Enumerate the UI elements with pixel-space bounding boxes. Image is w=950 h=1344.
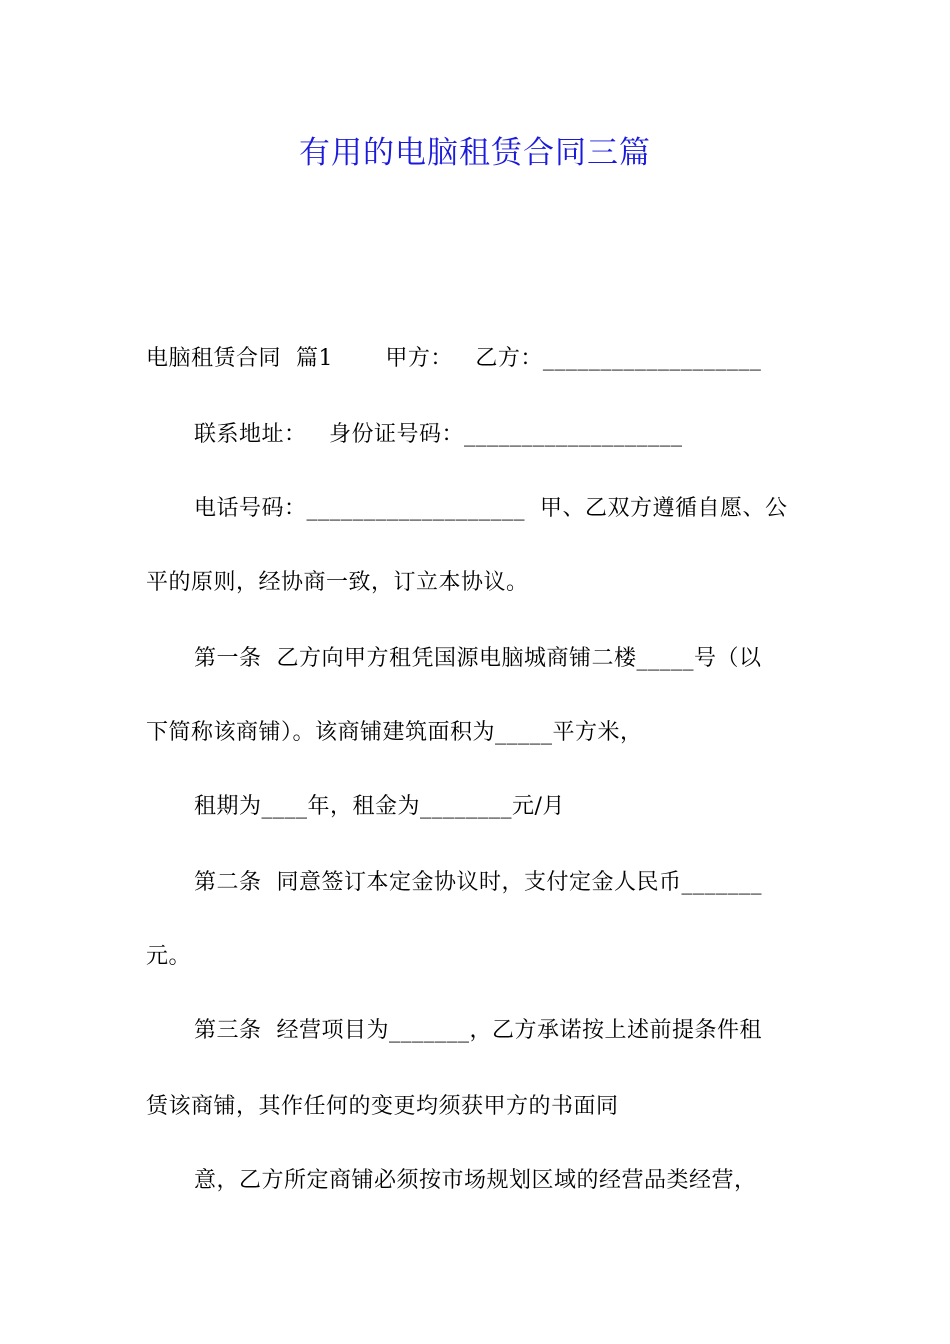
document-title: 有用的电脑租赁合同三篇 <box>299 135 651 171</box>
body-line-10: 第三条 经营项目为_______，乙方承诺按上述前提条件租 <box>194 1018 762 1043</box>
body-line-3: 电话号码：___________________ 甲、乙双方遵循自愿、公 <box>194 496 788 521</box>
body-line-8: 第二条 同意签订本定金协议时，支付定金人民币_______ <box>194 870 762 895</box>
body-line-12: 意，乙方所定商铺必须按市场规划区域的经营品类经营， <box>194 1168 757 1193</box>
body-line-1: 电脑租赁合同 篇1 甲方： 乙方：___________________ <box>146 346 762 371</box>
body-line-9: 元。 <box>146 944 192 969</box>
body-line-7: 租期为____年，租金为________元/月 <box>194 794 565 819</box>
body-line-4: 平的原则，经协商一致，订立本协议。 <box>146 570 529 595</box>
body-line-11: 赁该商铺，其作任何的变更均须获甲方的书面同 <box>146 1094 619 1119</box>
body-line-2: 联系地址： 身份证号码：___________________ <box>194 422 683 447</box>
body-line-5: 第一条 乙方向甲方租凭国源电脑城商铺二楼_____号（以 <box>194 646 762 671</box>
body-line-6: 下简称该商铺）。该商铺建筑面积为_____平方米， <box>146 720 643 745</box>
